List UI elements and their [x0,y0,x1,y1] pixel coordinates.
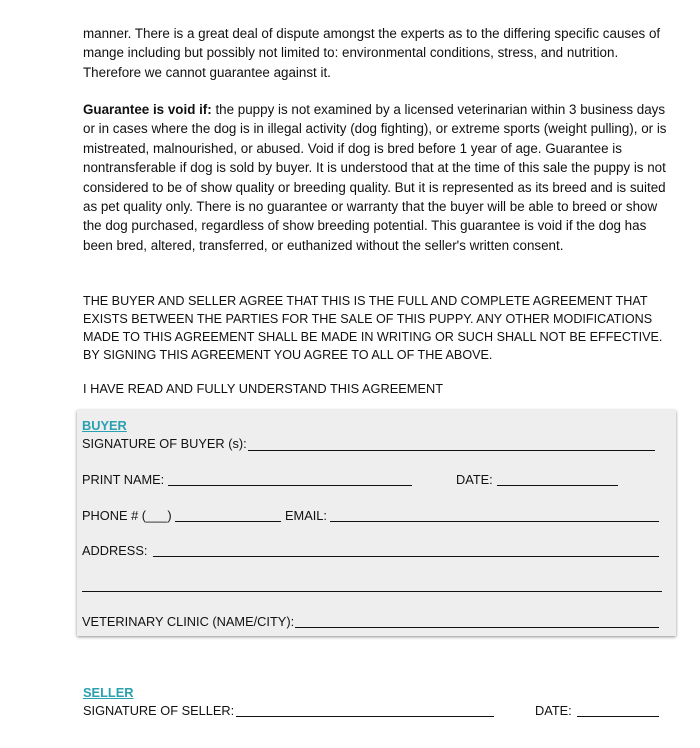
buyer-address-field[interactable] [153,556,659,557]
buyer-section [77,410,676,636]
acknowledgement-text: I HAVE READ AND FULLY UNDERSTAND THIS AGREEMENT [83,381,444,396]
buyer-vet-clinic-field[interactable] [295,627,659,628]
buyer-print-name-label: PRINT NAME: [82,472,165,487]
seller-title: SELLER [83,685,134,700]
buyer-address-field-line2[interactable] [82,591,662,592]
buyer-email-field[interactable] [330,521,659,522]
seller-date-field[interactable] [577,716,659,717]
buyer-signature-field[interactable] [248,450,655,451]
void-clause-heading: Guarantee is void if: [83,102,212,117]
seller-signature-label: SIGNATURE OF SELLER: [83,703,235,718]
void-clause-paragraph [83,100,673,255]
buyer-address-label: ADDRESS: [82,543,148,558]
buyer-phone-field[interactable] [175,521,281,522]
seller-signature-field[interactable] [236,716,494,717]
intro-paragraph: manner. There is a great deal of dispute amongst the experts as to the differing specific causes of mange including but possibly not limited to: environmental conditions, stress, and nutrition. Therefore we cannot guarantee against it. [83,26,661,80]
seller-date-label: DATE: [535,703,572,718]
buyer-date-field[interactable] [497,485,618,486]
buyer-email-label: EMAIL: [285,508,327,523]
buyer-print-name-field[interactable] [168,485,412,486]
buyer-date-label: DATE: [456,472,493,487]
buyer-signature-label: SIGNATURE OF BUYER (s): [82,436,247,451]
void-clause-text: the puppy is not examined by a licensed veterinarian within 3 business days or in cases where the dog is in illegal activity (dog fighting), or extreme sports (weight pulling), or is mistreated, malnourished, or abused. Void if dog is bred before 1 year of age. Guarantee is nontransferable if dog is sold by buyer. It is understood that at the time of this sale the puppy is not considered to be of show quality or breeding quality. But it is represented as its breed and is suited as pet quality only. There is no guarantee or warranty that the buyer will be able to breed or show the dog purchased, regardless of show breeding potential. This guarantee is void if the dog has been bred, altered, transferred, or euthanized without the seller's written consent. [83,102,667,253]
buyer-vet-clinic-label: VETERINARY CLINIC (NAME/CITY): [82,614,295,629]
agreement-paragraph: THE BUYER AND SELLER AGREE THAT THIS IS THE FULL AND COMPLETE AGREEMENT THAT EXISTS BETWEEN THE PARTIES FOR THE SALE OF THIS PUPPY. ANY OTHER MODIFICATIONS MADE TO THIS AGREEMENT SHALL BE MADE IN WRITING OR SUCH SHALL NOT BE EFFECTIVE. BY SIGNING THIS AGREEMENT YOU AGREE TO ALL OF THE ABOVE. [83,294,663,362]
buyer-title: BUYER [82,418,127,433]
buyer-phone-label: PHONE # (___) [82,508,172,523]
